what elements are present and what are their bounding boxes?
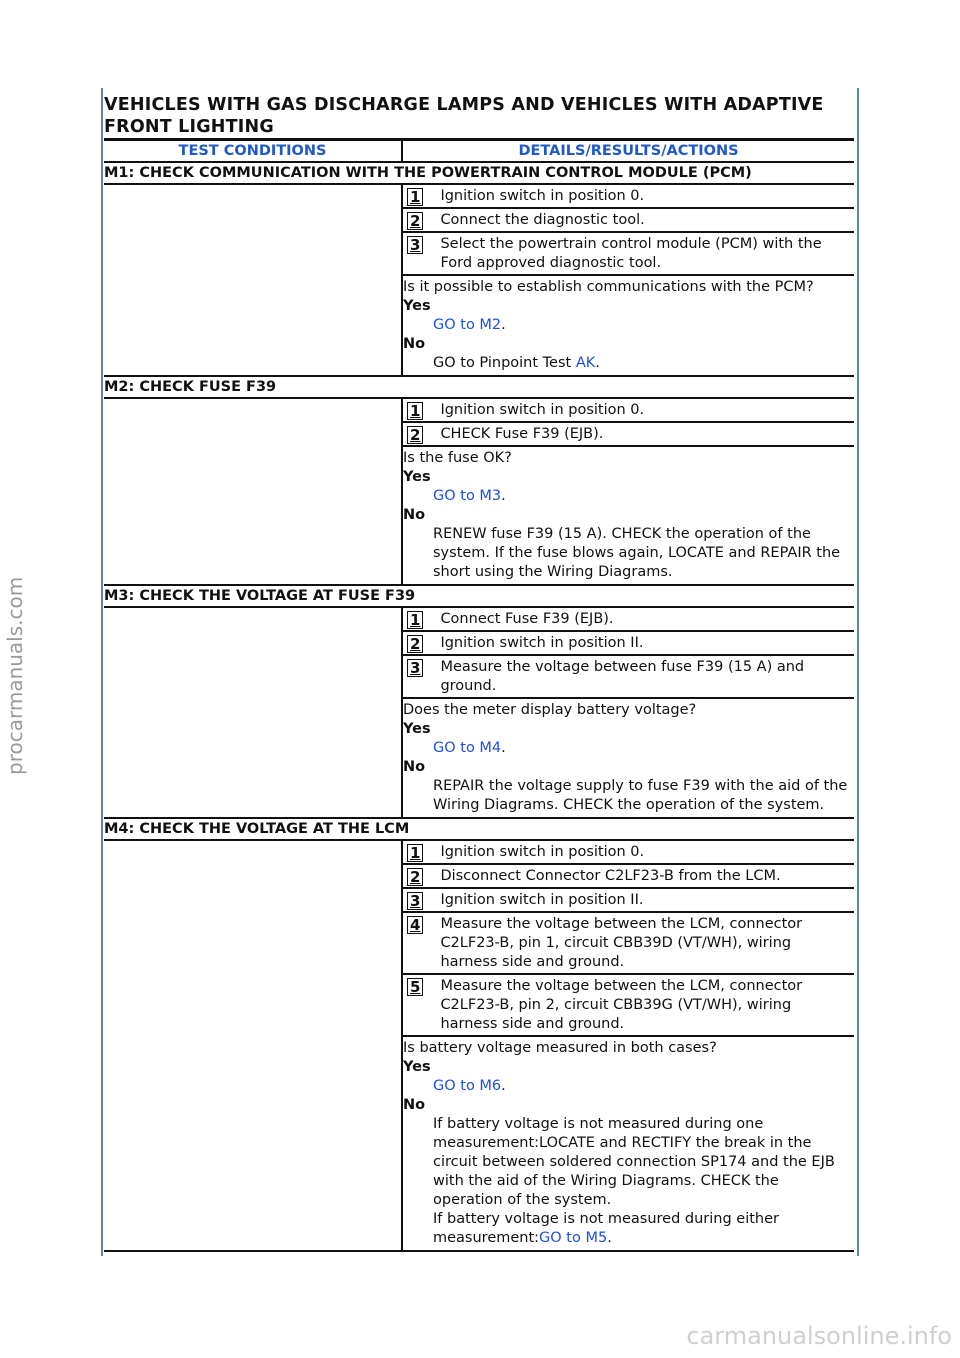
test-question-block xyxy=(403,447,854,584)
procedure-page xyxy=(104,94,854,1252)
test-step xyxy=(403,913,854,975)
step-text: Measure the voltage between fuse F39 (15 A) and ground. xyxy=(440,659,805,694)
step-text: Ignition switch in position II. xyxy=(440,892,644,908)
test-step xyxy=(403,632,854,656)
step-text: Ignition switch in position 0. xyxy=(440,188,645,204)
step-number: 1 xyxy=(407,611,423,629)
test-question-block xyxy=(403,699,854,817)
result-text: If battery voltage is not measured during either measurement: xyxy=(433,1211,780,1246)
test-step xyxy=(403,399,854,423)
test-step xyxy=(403,209,854,233)
test-conditions-cell xyxy=(104,184,402,376)
test-title: M1: CHECK COMMUNICATION WITH THE POWERTRAIN CONTROL MODULE (PCM) xyxy=(104,162,854,184)
yes-label: Yes xyxy=(403,469,431,485)
test-question: Is battery voltage measured in both cases? xyxy=(403,1040,717,1056)
result-text: . xyxy=(501,317,506,333)
step-number: 1 xyxy=(407,188,423,206)
pinpoint-test-table xyxy=(104,138,854,1252)
yes-label: Yes xyxy=(403,298,431,314)
side-watermark: procarmanuals.com xyxy=(3,576,27,775)
step-text: Select the powertrain control module (PCM) with the Ford approved diagnostic tool. xyxy=(440,236,822,271)
yes-label: Yes xyxy=(403,1059,431,1075)
step-number: 5 xyxy=(407,978,423,996)
test-step xyxy=(403,889,854,913)
yes-result xyxy=(403,487,852,506)
test-step xyxy=(403,423,854,447)
result-text: REPAIR the voltage supply to fuse F39 with the aid of the Wiring Diagrams. CHECK the operation of the system. xyxy=(433,778,848,813)
goto-link[interactable]: GO to M3 xyxy=(433,488,502,504)
test-step xyxy=(403,656,854,699)
test-question-block xyxy=(403,1037,854,1250)
test-details-cell xyxy=(402,840,854,1251)
test-title-row xyxy=(104,376,854,398)
test-title-row xyxy=(104,585,854,607)
step-number: 3 xyxy=(407,659,423,677)
test-step xyxy=(403,185,854,209)
test-conditions-cell xyxy=(104,398,402,585)
step-number: 2 xyxy=(407,212,423,230)
test-conditions-cell xyxy=(104,840,402,1251)
result-text: . xyxy=(501,488,506,504)
test-body-row xyxy=(104,840,854,1251)
test-title: M2: CHECK FUSE F39 xyxy=(104,376,854,398)
test-step xyxy=(403,841,854,865)
test-details-cell xyxy=(402,398,854,585)
goto-link[interactable]: AK xyxy=(575,355,596,371)
goto-link[interactable]: GO to M5 xyxy=(539,1230,608,1246)
step-text: CHECK Fuse F39 (EJB). xyxy=(440,426,604,442)
header-details-results-actions: DETAILS/RESULTS/ACTIONS xyxy=(402,140,854,163)
step-text: Measure the voltage between the LCM, connector C2LF23-B, pin 1, circuit CBB39D (VT/WH), wiring harness side and ground. xyxy=(440,916,803,970)
test-title: M4: CHECK THE VOLTAGE AT THE LCM xyxy=(104,818,854,840)
test-body-row xyxy=(104,184,854,376)
result-text: . xyxy=(607,1230,612,1246)
step-text: Connect Fuse F39 (EJB). xyxy=(440,611,614,627)
goto-link[interactable]: GO to M6 xyxy=(433,1078,502,1094)
step-number: 3 xyxy=(407,892,423,910)
test-title-row xyxy=(104,818,854,840)
result-text: RENEW fuse F39 (15 A). CHECK the operation of the system. If the fuse blows again, LOCATE and REPAIR the short using the Wiring Diagrams. xyxy=(433,526,841,580)
step-number: 2 xyxy=(407,426,423,444)
step-number: 2 xyxy=(407,635,423,653)
test-details-cell xyxy=(402,607,854,818)
step-number: 4 xyxy=(407,916,423,934)
no-label: No xyxy=(403,336,426,352)
no-result xyxy=(403,777,852,815)
no-label: No xyxy=(403,1097,426,1113)
yes-label: Yes xyxy=(403,721,431,737)
table-header-row xyxy=(104,140,854,163)
result-text: . xyxy=(595,355,600,371)
yes-result xyxy=(403,1077,852,1096)
yes-result xyxy=(403,316,852,335)
test-title: M3: CHECK THE VOLTAGE AT FUSE F39 xyxy=(104,585,854,607)
result-text: . xyxy=(501,740,506,756)
right-margin-rule xyxy=(857,88,859,1256)
step-text: Connect the diagnostic tool. xyxy=(440,212,645,228)
step-number: 2 xyxy=(407,868,423,886)
test-question: Does the meter display battery voltage? xyxy=(403,702,697,718)
step-text: Ignition switch in position 0. xyxy=(440,844,645,860)
test-body-row xyxy=(104,398,854,585)
step-text: Measure the voltage between the LCM, connector C2LF23-B, pin 2, circuit CBB39G (VT/WH), wiring harness side and ground. xyxy=(440,978,803,1032)
result-text: If battery voltage is not measured during one measurement:LOCATE and RECTIFY the break in the circuit between soldered connection SP174 and the EJB with the aid of the Wiring Diagrams. CHECK the operation of the system. xyxy=(433,1116,835,1208)
step-text: Ignition switch in position II. xyxy=(440,635,644,651)
section-heading: VEHICLES WITH GAS DISCHARGE LAMPS AND VEHICLES WITH ADAPTIVE FRONT LIGHTING xyxy=(104,95,824,137)
step-number: 3 xyxy=(407,236,423,254)
test-body-row xyxy=(104,607,854,818)
no-label: No xyxy=(403,507,426,523)
test-title-row xyxy=(104,162,854,184)
no-label: No xyxy=(403,759,426,775)
test-step xyxy=(403,608,854,632)
goto-link[interactable]: GO to M2 xyxy=(433,317,502,333)
test-conditions-cell xyxy=(104,607,402,818)
test-step xyxy=(403,975,854,1037)
test-step xyxy=(403,233,854,276)
step-text: Ignition switch in position 0. xyxy=(440,402,645,418)
no-result xyxy=(403,525,852,582)
yes-result xyxy=(403,739,852,758)
bottom-watermark: carmanualsonline.info xyxy=(686,1322,952,1350)
result-text: . xyxy=(501,1078,506,1094)
step-text: Disconnect Connector C2LF23-B from the LCM. xyxy=(440,868,781,884)
test-question: Is the fuse OK? xyxy=(403,450,512,466)
result-text: GO to Pinpoint Test xyxy=(433,355,576,371)
left-margin-rule xyxy=(101,88,103,1256)
step-number: 1 xyxy=(407,844,423,862)
no-result xyxy=(403,354,852,373)
test-step xyxy=(403,865,854,889)
test-question-block xyxy=(403,276,854,375)
step-number: 1 xyxy=(407,402,423,420)
header-test-conditions: TEST CONDITIONS xyxy=(104,140,402,163)
goto-link[interactable]: GO to M4 xyxy=(433,740,502,756)
test-details-cell xyxy=(402,184,854,376)
no-result xyxy=(403,1115,852,1248)
test-question: Is it possible to establish communications with the PCM? xyxy=(403,279,814,295)
